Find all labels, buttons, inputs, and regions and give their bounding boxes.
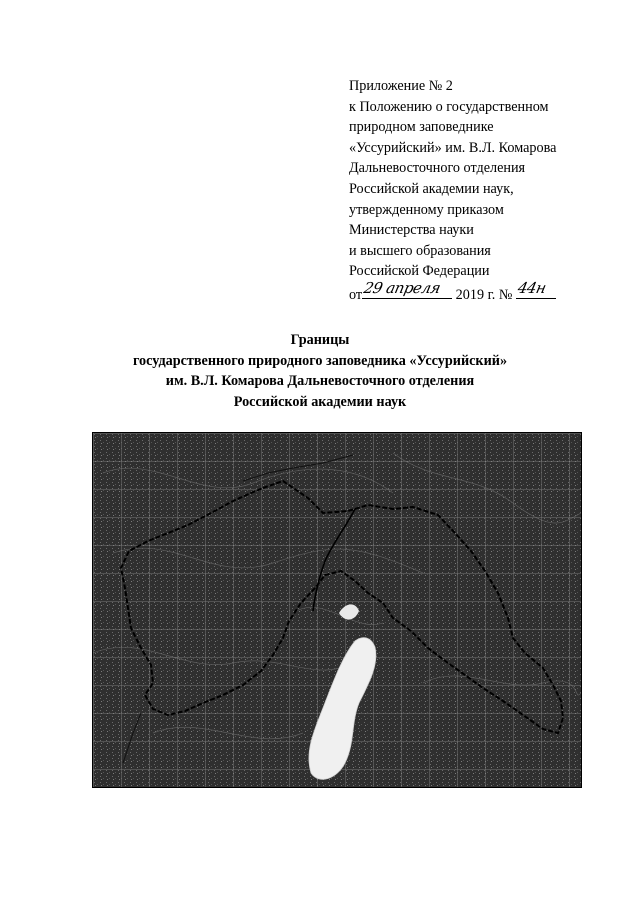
reserve-boundary-map (92, 432, 582, 788)
appendix-line: природном заповеднике (349, 119, 494, 136)
appendix-block (349, 76, 619, 306)
appendix-line: и высшего образования (349, 242, 491, 259)
appendix-line: Приложение № 2 (349, 78, 453, 94)
order-date-handwritten: 29 апреля (362, 279, 443, 298)
order-number-handwritten: 44н (516, 279, 548, 298)
order-prefix: от (349, 286, 363, 303)
title-line: Российской академии наук (233, 393, 407, 410)
order-number-field (516, 279, 556, 299)
title-line: государственного природного заповедника «Уссурийский» (132, 352, 508, 369)
order-date-field (362, 279, 452, 299)
appendix-line: к Положению о государственном (349, 98, 549, 115)
appendix-line: Российской Федерации (349, 263, 490, 280)
order-year: 2019 г. № (452, 286, 516, 303)
order-line (349, 279, 619, 306)
appendix-line: Дальневосточного отделения (349, 160, 526, 177)
document-title (0, 330, 640, 412)
appendix-line: Российской академии наук, (349, 180, 514, 197)
title-line: им. В.Л. Комарова Дальневосточного отделения (165, 373, 475, 389)
appendix-line: утвержденному приказом (349, 201, 504, 218)
appendix-line: «Уссурийский» им. В.Л. Комарова (349, 139, 557, 156)
appendix-line: Министерства науки (349, 222, 474, 239)
topographic-map-icon (93, 433, 581, 787)
title-line: Границы (290, 332, 350, 348)
